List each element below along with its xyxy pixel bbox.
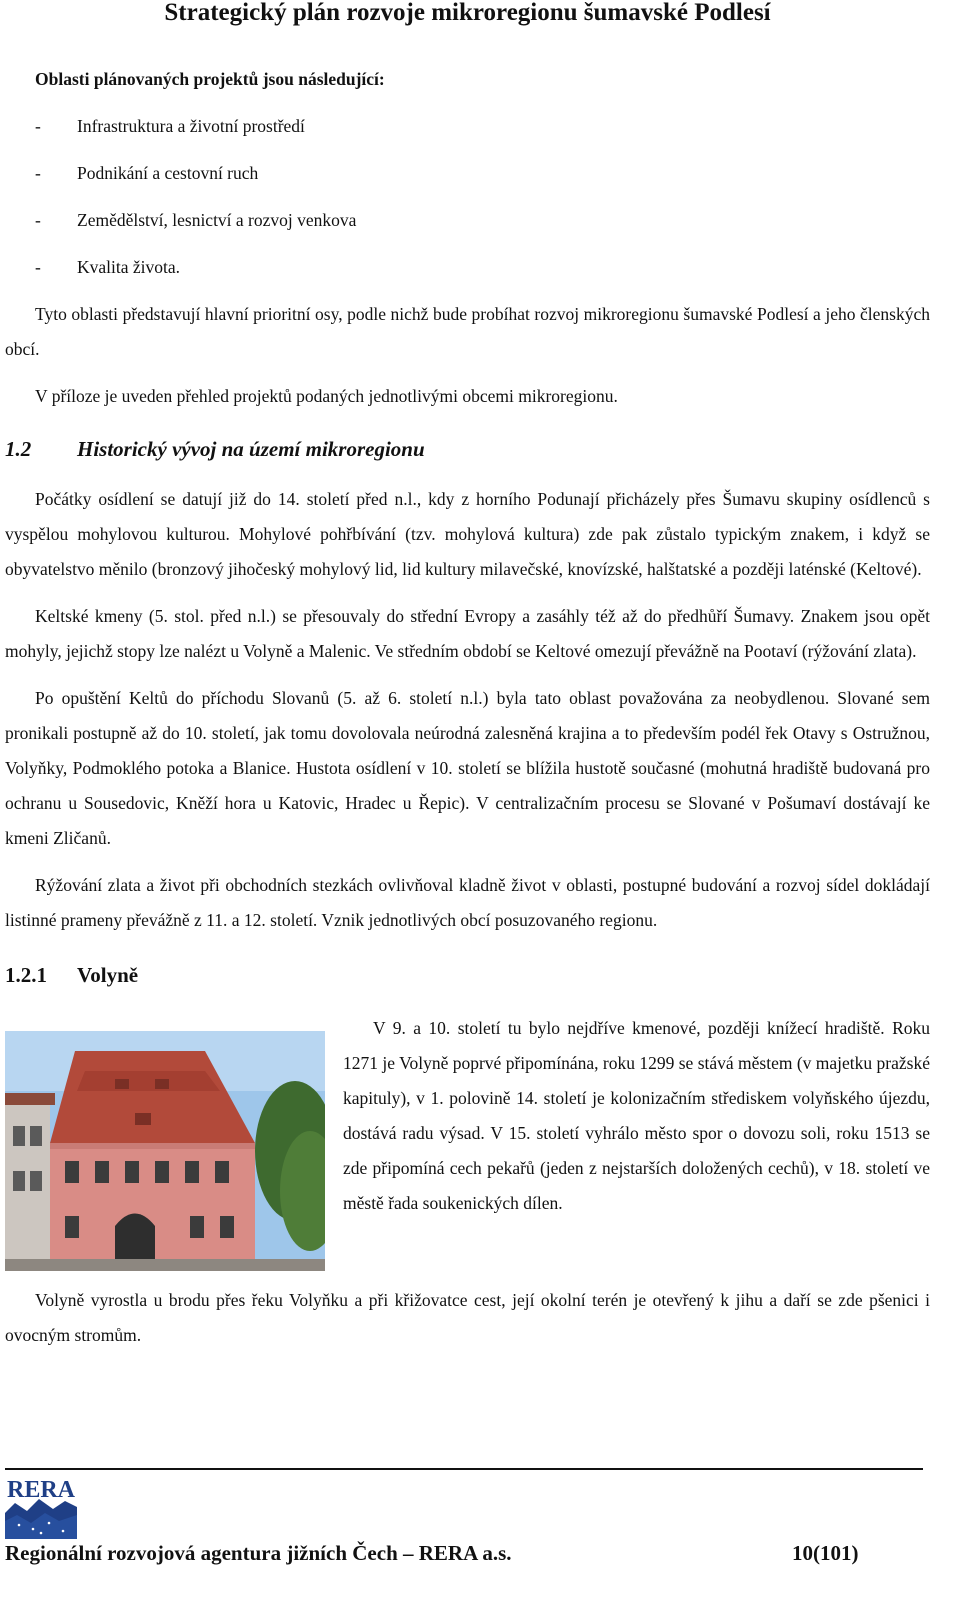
logo-text: RERA	[7, 1477, 76, 1503]
areas-heading: Oblasti plánovaných projektů jsou následující:	[35, 69, 385, 89]
subsection-number: 1.2.1	[5, 963, 47, 987]
list-item	[5, 203, 930, 250]
rera-logo	[5, 1473, 77, 1539]
list-item-text: Zemědělství, lesnictví a rozvoj venkova	[77, 210, 357, 230]
list-item-text: Infrastruktura a životní prostředí	[77, 116, 305, 136]
areas-paragraph: Tyto oblasti představují hlavní prioritní osy, podle nichž bude probíhat rozvoj mikroregionu šumavské Podlesí a jeho členských obcí.	[5, 304, 930, 359]
volyne-paragraph-after: Volyně vyrostla u brodu přes řeku Volyňku a při křižovatce cest, její okolní terén je otevřený k jihu a daří se zde pšenici i ovocným stromům.	[5, 1290, 930, 1345]
list-dash: -	[35, 257, 41, 277]
history-paragraph: Počátky osídlení se datují již do 14. století před n.l., kdy z horního Podunají přicházely přes Šumavu skupiny osídlenců s vyspělou mohylovou kulturou. Mohylové pohřbívání (tzv. mohylová kultura) zde pak zůstalo typickým znakem, i když se obyvatelstvo měnilo (bronzový jihočeský mohylový lid, lid kultury milavečské, knovízské, halštatské a později laténské (Keltové).	[5, 489, 930, 579]
list-item	[5, 250, 930, 297]
volyne-text	[325, 1011, 930, 1221]
list-dash: -	[35, 163, 41, 183]
subsection-heading	[5, 962, 930, 988]
list-item-text: Podnikání a cestovní ruch	[77, 163, 259, 183]
list-dash: -	[35, 210, 41, 230]
page-title: Strategický plán rozvoje mikroregionu šumavské Podlesí	[164, 0, 771, 26]
volyne-paragraph: V 9. a 10. století tu bylo nejdříve kmenové, později knížecí hradiště. Roku 1271 je Volyně poprvé připomínána, roku 1299 se stává městem (v majetku pražské kapituly), v 1. polovině 14. století je kolonizačním střediskem volyňského újezdu, dostává radu výsad. V 15. století vyhrálo město spor o dovozu soli, roku 1513 se zde připomíná cech pekařů (jeden z nejstarších doložených cechů), v 18. století ve městě řada soukenických dílen.	[343, 1018, 930, 1213]
subsection-title: Volyně	[77, 963, 139, 987]
appendix-paragraph: V příloze je uveden přehled projektů podaných jednotlivými obcemi mikroregionu.	[35, 386, 618, 406]
list-item-text: Kvalita života.	[77, 257, 181, 277]
document-body	[5, 62, 930, 1353]
page-number: 10(101)	[792, 1541, 859, 1565]
history-paragraph: Rýžování zlata a život při obchodních stezkách ovlivňoval kladně život v oblasti, postupné budování a rozvoj sídel dokládají listinné prameny převážně z 11. a 12. století. Vznik jednotlivých obcí posuzovaného regionu.	[5, 875, 930, 930]
history-paragraph: Keltské kmeny (5. stol. před n.l.) se přesouvaly do střední Evropy a zasáhly též až do předhůří Šumavy. Znakem jsou opět mohyly, jejichž stopy lze nalézt u Volyně a Malenic. Ve středním období se Keltové omezují převážně na Pootaví (rýžování zlata).	[5, 606, 930, 661]
areas-list	[5, 109, 930, 297]
list-item	[5, 109, 930, 156]
section-number: 1.2	[5, 437, 32, 461]
footer-rule	[5, 1468, 923, 1470]
history-paragraph: Po opuštění Keltů do příchodu Slovanů (5. až 6. století n.l.) byla tato oblast považována za neobydlenou. Slované sem pronikali postupně až do 10. století, jak tomu dovolovala neúrodná zalesněná krajina a to především podél řek Otavy s Ostružnou, Volyňky, Podmoklého potoka a Blanice. Hustota osídlení v 10. století se blížila hustotě současné (mohutná hradiště budovaná pro ochranu u Sousedovic, Kněží hora u Katovic, Hradec u Řepic). V centralizačním procesu se Slované v Pošumaví dostávají ke kmeni Zličanů.	[5, 688, 930, 848]
list-dash: -	[35, 116, 41, 136]
footer-agency: Regionální rozvojová agentura jižních Čech – RERA a.s.	[5, 1541, 512, 1565]
section-title: Historický vývoj na území mikroregionu	[77, 437, 425, 461]
list-item	[5, 156, 930, 203]
volyne-block	[5, 1011, 930, 1271]
town-hall-photo	[5, 1031, 325, 1271]
section-heading	[5, 436, 930, 462]
